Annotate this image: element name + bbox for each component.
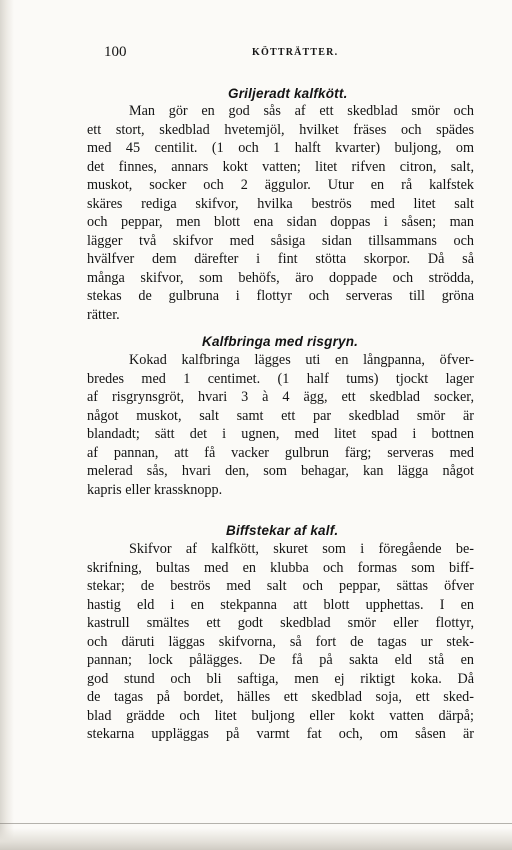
text-line: det finnes, annars kokt vatten; litet rifven citron, salt, — [87, 158, 474, 175]
recipe-title-biffstekar-af-kalf: Biffstekar af kalf. — [226, 523, 339, 538]
text-line: stekas de gulbruna i flottyr och serveras till gröna — [87, 288, 474, 305]
text-line: lägger två skifvor med såsiga sidan tillsammans och — [87, 232, 474, 249]
text-line: blad grädde och litet buljong eller kokt vatten därpå; — [87, 707, 474, 724]
text-line: muskot, socker och 2 äggulor. Utur en rå kalfstek — [87, 177, 474, 194]
running-title: KÖTTRÄTTER. — [252, 47, 339, 58]
text-line: ett stort, skedblad hvetemjöl, hvilket fräses och spädes — [87, 121, 474, 138]
text-line: med 45 centilit. (1 och 1 halft kvarter) buljong, om — [87, 140, 474, 157]
text-line: god stund och bli saftiga, men ej riktigt koka. Då — [87, 670, 474, 687]
text-line: af pannan, att få vacker gulbrun färg; serveras med — [87, 444, 474, 461]
text-line: hvälfver dem därefter i fint stötta skorpor. Då så — [87, 251, 474, 268]
page-bottom-edge-line — [0, 823, 512, 824]
text-line: och peppar, men blott ena sidan doppas i såsen; man — [87, 214, 474, 231]
text-line: och däruti läggas skifvorna, så fort de tagas ur stek- — [87, 633, 474, 650]
text-line: melerad sås, hvari den, som behagar, kan lägga något — [87, 463, 474, 480]
page-number: 100 — [104, 44, 127, 60]
text-line: blandadt; sätt det i ugnen, med litet spad i bottnen — [87, 426, 474, 443]
text-line: rätter. — [87, 307, 120, 324]
text-line: Kokad kalfbringa lägges uti en långpanna, öfver- — [129, 352, 474, 368]
text-line: Skifvor af kalfkött, skuret som i föregående be- — [129, 541, 474, 557]
page-gutter-shadow — [0, 0, 14, 850]
text-line: kapris eller krassknopp. — [87, 481, 223, 498]
recipe-title-griljeradt-kalfkott: Griljeradt kalfkött. — [228, 86, 348, 101]
text-line: skäres rediga skifvor, hvilka beströs med litet salt — [87, 195, 474, 212]
text-line: något muskot, salt samt ett par skedblad smör är — [87, 407, 474, 424]
recipe-title-kalfbringa-med-risgryn: Kalfbringa med risgryn. — [202, 334, 359, 349]
text-line: pannan; lock pålägges. De få på sakta eld stå en — [87, 652, 474, 669]
text-line: många skifvor, som behöfs, äro doppade och strödda, — [87, 269, 474, 286]
text-line: bredes med 1 centimet. (1 half tums) tjockt lager — [87, 370, 474, 387]
text-line: de tagas på bordet, hälles ett skedblad soja, ett sked- — [87, 689, 474, 706]
page-bottom-shadow — [0, 828, 512, 850]
text-line: af risgrynsgröt, hvari 3 à 4 ägg, ett skedblad socker, — [87, 389, 474, 406]
text-line: Man gör en god sås af ett skedblad smör och — [129, 103, 474, 119]
text-line: kastrull smältes ett godt skedblad smör eller flottyr, — [87, 615, 474, 632]
text-line: stekar; de beströs med salt och peppar, sättas öfver — [87, 578, 474, 595]
text-line: hastig eld i en stekpanna att blott upphettas. I en — [87, 596, 474, 613]
recipe-body-biffstekar-af-kalf — [87, 540, 474, 744]
recipe-body-griljeradt-kalfkott — [87, 102, 474, 325]
text-line: skrifning, bultas med en klubba och formas som biff- — [87, 559, 474, 576]
running-head — [104, 44, 480, 64]
recipe-body-kalfbringa-med-risgryn — [87, 351, 474, 499]
text-line: stekarna uppläggas på varmt fat och, om såsen är — [87, 726, 474, 743]
